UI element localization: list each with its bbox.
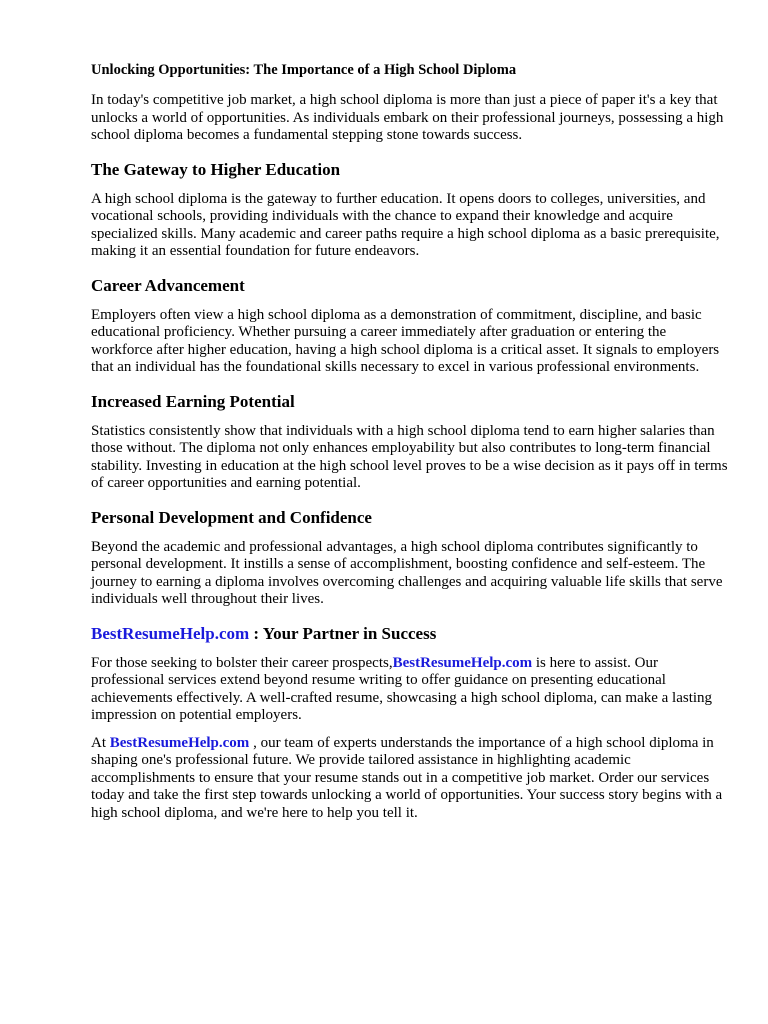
section-heading-career-advancement: Career Advancement [91, 275, 245, 295]
section-heading-earning-potential: Increased Earning Potential [91, 391, 295, 411]
partner-p2-link[interactable]: BestResumeHelp.com [109, 734, 250, 751]
partner-p1-after: is here to assist. Our professional services extend beyond resume writing to offer guidance on presenting educational achievements effectively. A well-crafted resume, showcasing a high school diploma, can make a lasting impression on potential employers. [91, 654, 713, 723]
partner-heading-link[interactable]: BestResumeHelp.com [91, 623, 250, 643]
partner-p1-before: For those seeking to bolster their career prospects, [91, 654, 393, 671]
document-page [91, 60, 731, 832]
section-body-earning-potential: Statistics consistently show that individuals with a high school diploma tend to earn higher salaries than those without. The diploma not only enhances employability but also contributes to long-term financial stability. Investing in education at the high school level proves to be a wise decision as it pays off in terms of career opportunities and earning potential. [91, 422, 728, 491]
section-heading-higher-education: The Gateway to Higher Education [91, 159, 341, 179]
partner-paragraph-2 [91, 735, 731, 823]
partner-heading-text: : Your Partner in Success [249, 623, 437, 643]
partner-p2-before: At [91, 734, 110, 751]
document-title: Unlocking Opportunities: The Importance of a High School Diploma [91, 62, 517, 78]
intro-paragraph: In today's competitive job market, a high school diploma is more than just a piece of paper it's a key that unlocks a world of opportunities. As individuals embark on their professional journeys, possessing a high school diploma becomes a fundamental stepping stone towards success. [91, 92, 724, 143]
section-heading-partner [91, 623, 731, 645]
partner-p2-after: , our team of experts understands the importance of a high school diploma in shaping one's professional future. We provide tailored assistance in highlighting academic accomplishments to ensure that your resume stands out in a competitive job market. Order our services today and take the first step towards unlocking a world of opportunities. Your success story begins with a high school diploma, and we're here to help you tell it. [91, 734, 723, 821]
partner-paragraph-1 [91, 655, 731, 725]
section-heading-personal-development: Personal Development and Confidence [91, 507, 372, 527]
section-body-personal-development: Beyond the academic and professional advantages, a high school diploma contributes significantly to personal development. It instills a sense of accomplishment, boosting confidence and self-esteem. The journey to earning a diploma involves overcoming challenges and acquiring valuable life skills that serve individuals well throughout their lives. [91, 538, 723, 607]
section-body-career-advancement: Employers often view a high school diploma as a demonstration of commitment, discipline, and basic educational proficiency. Whether pursuing a career immediately after graduation or entering the workforce after higher education, having a high school diploma is a critical asset. It signals to employers that an individual has the foundational skills necessary to excel in various professional environments. [91, 306, 720, 375]
partner-p1-link[interactable]: BestResumeHelp.com [392, 654, 533, 671]
section-body-higher-education: A high school diploma is the gateway to further education. It opens doors to colleges, universities, and vocational schools, providing individuals with the chance to expand their knowledge and acquire specialized skills. Many academic and career paths require a high school diploma as a basic prerequisite, making it an essential foundation for future endeavors. [91, 190, 720, 259]
